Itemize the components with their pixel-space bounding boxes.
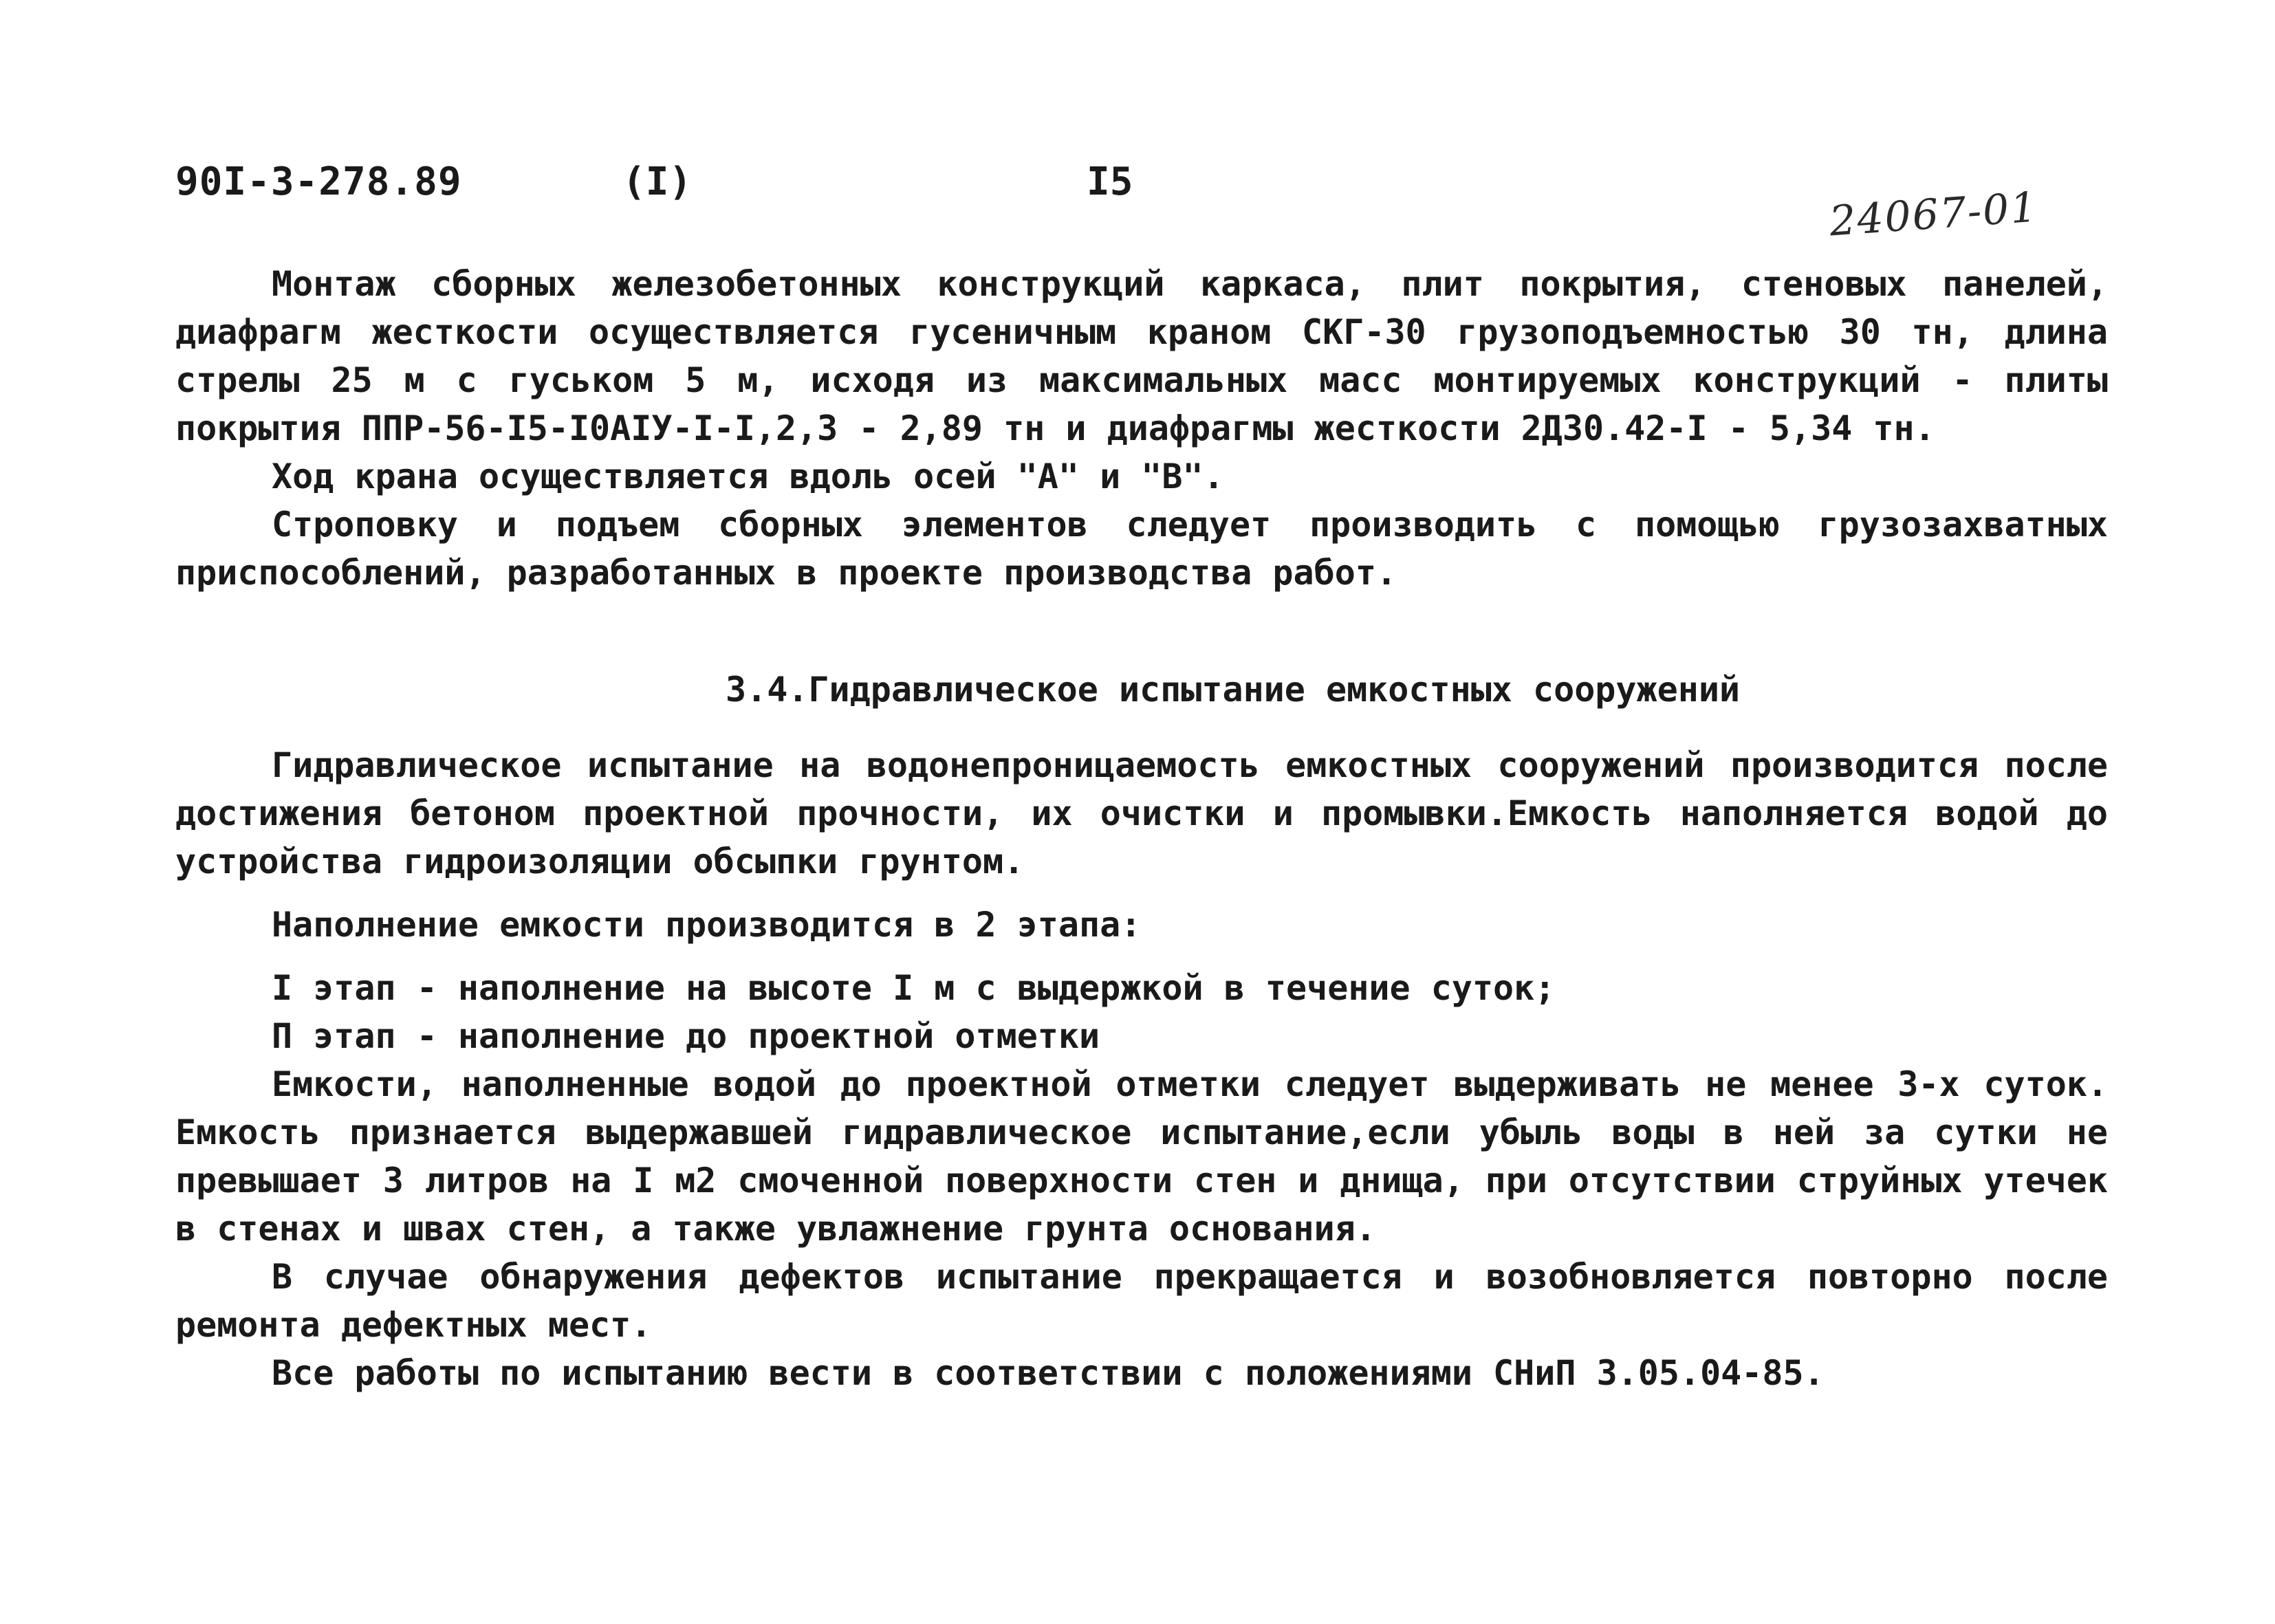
paragraph-filling-stages: Наполнение емкости производится в 2 этапа:: [272, 905, 1142, 945]
paragraph-defects: В случае обнаружения дефектов испытание прекращается и возобновляется повторно после ремонта дефектных мест.: [175, 1257, 2108, 1345]
section-heading-hydraulic-test: 3.4.Гидравлическое испытание емкостных сооружений: [726, 670, 1741, 710]
handwritten-reference: 24067-01: [1827, 183, 2040, 246]
part-number: (I): [622, 160, 693, 204]
document-body: [175, 260, 2108, 1397]
stage-two: П этап - наполнение до проектной отметки: [272, 1016, 1100, 1056]
paragraph-snip-reference: Все работы по испытанию вести в соответствии с положениями СНиП 3.05.04-85.: [272, 1353, 1825, 1393]
paragraph-crane-installation: Монтаж сборных железобетонных конструкций каркаса, плит покрытия, стеновых панелей, диафрагм жесткости осуществляется гусеничным краном СКГ-30 грузоподъемностью 30 тн, длина стрелы 25 м с гуськом 5 м, исходя из максимальных масс монтируемых конструкций - плиты покрытия ППР-56-I5-I0AIУ-I-I,2,3 - 2,89 тн и диафрагмы жесткости 2ДЗ0.42-I - 5,34 тн.: [175, 264, 2108, 448]
stage-one: I этап - наполнение на высоте I м с выдержкой в течение суток;: [272, 968, 1556, 1008]
paragraph-test-conditions: Гидравлическое испытание на водонепроницаемость емкостных сооружений производится после достижения бетоном проектной прочности, их очистки и промывки.Емкость наполняется водой до устройства гидроизоляции обсыпки грунтом.: [175, 745, 2108, 881]
page-header: [0, 160, 2275, 246]
paragraph-slinging: Строповку и подъем сборных элементов следует производить с помощью грузозахватных приспособлений, разработанных в проекте производства работ.: [175, 505, 2108, 593]
document-code: 90I-3-278.89: [175, 160, 462, 204]
paragraph-acceptance-criteria: Емкости, наполненные водой до проектной отметки следует выдерживать не менее 3-х суток. Емкость признается выдержавшей гидравлическое испытание,если убыль воды в ней за сутки не превышает 3 литров на I м2 смоченной поверхности стен и днища, при отсутствии струйных утечек в стенах и швах стен, а также увлажнение грунта основания.: [175, 1064, 2108, 1249]
page-number: I5: [1087, 160, 1133, 204]
paragraph-crane-movement: Ход крана осуществляется вдоль осей "А" и "В".: [272, 457, 1224, 496]
